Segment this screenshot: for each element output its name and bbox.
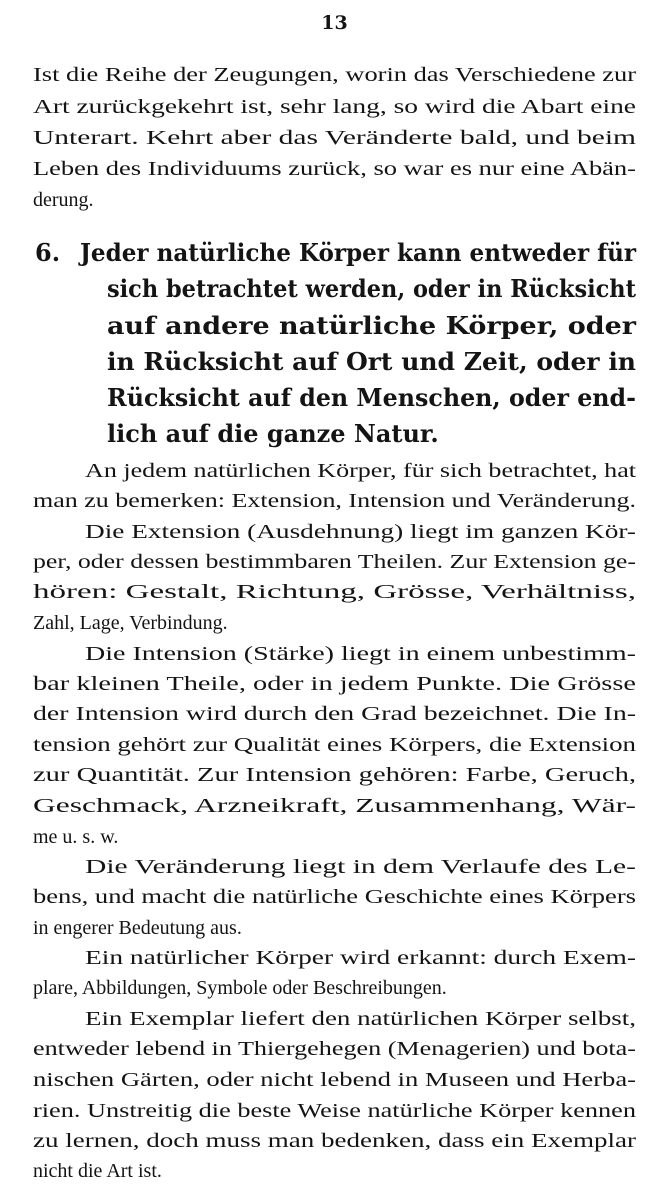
text-line: Ein Exemplar liefert den natürlichen Körper selbst, <box>85 1008 636 1030</box>
section-number: 6. <box>35 238 61 267</box>
text-line: Art zurückgekehrt ist, sehr lang, so wird die Abart eine <box>33 96 636 118</box>
text-line: Ein natürlicher Körper wird erkannt: durch Exem- <box>85 947 636 969</box>
page-number: 13 <box>321 12 348 34</box>
text-line: zur Quantität. Zur Intension gehören: Farbe, Geruch, <box>33 764 636 786</box>
text-line: Geschmack, Arzneikraft, Zusammenhang, Wär- <box>33 795 636 817</box>
section-heading-line: sich betrachtet werden, oder in Rücksicht <box>107 274 636 303</box>
text-line: nischen Gärten, oder nicht lebend in Museen und Herba- <box>33 1069 636 1091</box>
section-heading-line: auf andere natürliche Körper, oder <box>107 311 636 340</box>
text-line: Die Veränderung liegt in dem Verlaufe des Le- <box>85 856 636 878</box>
text-line: Unterart. Kehrt aber das Veränderte bald, und beim <box>33 127 636 149</box>
text-line: Leben des Individuums zurück, so war es nur eine Abän- <box>33 158 636 180</box>
text-line: per, oder dessen bestimmbaren Theilen. Zur Extension ge- <box>33 551 636 573</box>
section-heading-line: Rücksicht auf den Menschen, oder end- <box>107 383 636 412</box>
text-line: An jedem natürlichen Körper, für sich betrachtet, hat <box>85 460 636 482</box>
text-line: Zahl, Lage, Verbindung. <box>33 612 228 634</box>
text-line: bar kleinen Theile, oder in jedem Punkte. Die Grösse <box>33 673 636 695</box>
text-line: nicht die Art ist. <box>33 1160 162 1182</box>
text-line: Die Extension (Ausdehnung) liegt im ganzen Kör- <box>85 521 636 543</box>
text-line: entweder lebend in Thiergehegen (Menagerien) und bota- <box>33 1038 636 1060</box>
text-line: derung. <box>33 189 94 211</box>
text-line: Die Intension (Stärke) liegt in einem unbestimm- <box>85 643 636 665</box>
text-line: der Intension wird durch den Grad bezeichnet. Die In- <box>33 703 636 725</box>
text-line: bens, und macht die natürliche Geschichte eines Körpers <box>33 886 636 908</box>
section-heading-line: in Rücksicht auf Ort und Zeit, oder in <box>107 347 636 376</box>
text-line: hören: Gestalt, Richtung, Grösse, Verhältniss, <box>33 581 636 603</box>
text-line: rien. Unstreitig die beste Weise natürliche Körper kennen <box>33 1100 636 1122</box>
text-line: plare, Abbildungen, Symbole oder Beschreibungen. <box>33 977 447 999</box>
text-line: Ist die Reihe der Zeugungen, worin das Verschiedene zur <box>33 64 636 86</box>
text-line: man zu bemerken: Extension, Intension und Veränderung. <box>33 490 636 512</box>
text-line: tension gehört zur Qualität eines Körpers, die Extension <box>33 734 636 756</box>
section-heading-line: Jeder natürliche Körper kann entweder für <box>80 238 636 267</box>
text-line: me u. s. w. <box>33 826 119 848</box>
text-line: in engerer Bedeutung aus. <box>33 917 242 939</box>
text-line: zu lernen, doch muss man bedenken, dass ein Exemplar <box>33 1130 636 1152</box>
section-heading-line: lich auf die ganze Natur. <box>107 419 439 448</box>
